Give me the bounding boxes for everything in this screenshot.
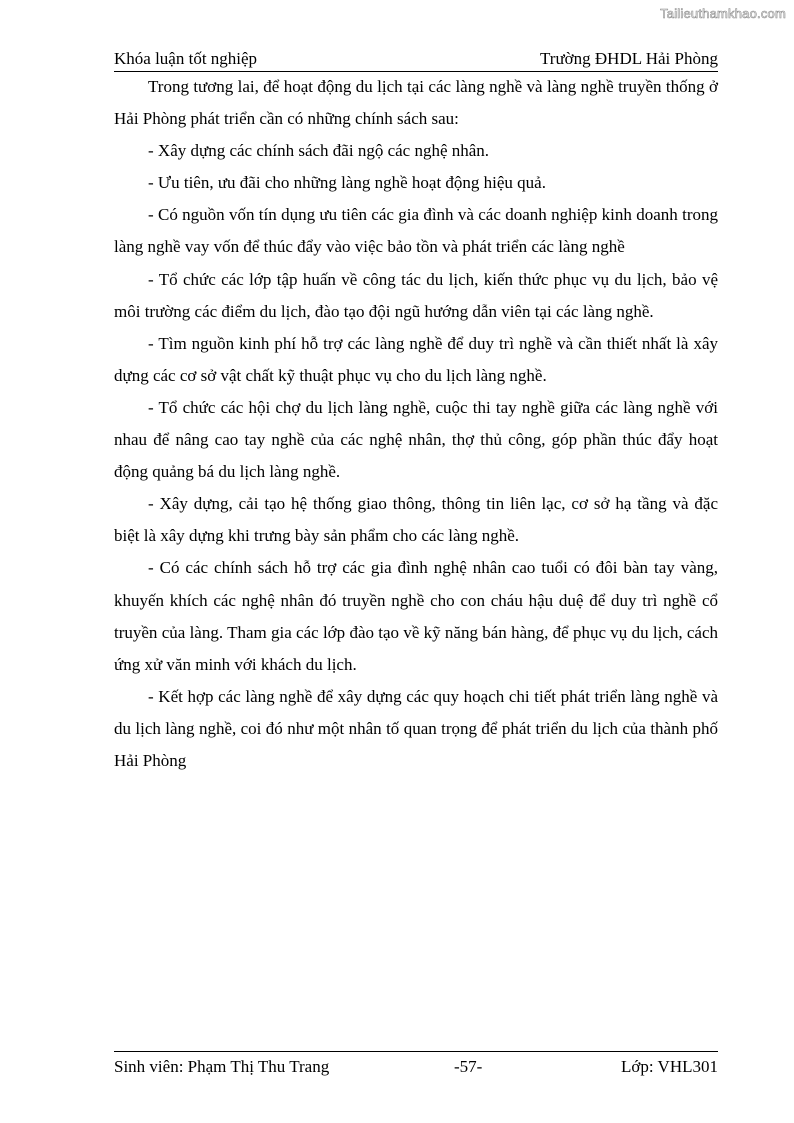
paragraph: Trong tương lai, để hoạt động du lịch tại các làng nghề và làng nghề truyền thống ở Hải Phòng phát triển cần có những chính sách sau: <box>114 77 718 129</box>
paragraph: - Tìm nguồn kinh phí hỗ trợ các làng nghề để duy trì nghề và cần thiết nhất là xây dựng các cơ sở vật chất kỹ thuật phục vụ cho du lịch làng nghề. <box>114 333 718 385</box>
page-header <box>114 49 718 72</box>
footer-student-name: Sinh viên: Phạm Thị Thu Trang <box>114 1057 330 1076</box>
paragraph: - Tổ chức các hội chợ du lịch làng nghề, cuộc thi tay nghề giữa các làng nghề với nhau để nâng cao tay nghề của các nghệ nhân, thợ thủ công, góp phần thúc đẩy hoạt động quảng bá du lịch làng nghề. <box>114 397 718 482</box>
page-footer <box>114 1051 718 1077</box>
page-number: -57- <box>454 1057 483 1076</box>
paragraph: - Tổ chức các lớp tập huấn về công tác du lịch, kiến thức phục vụ du lịch, bảo vệ môi trường các điểm du lịch, đào tạo đội ngũ hướng dẫn viên tại các làng nghề. <box>114 269 718 321</box>
footer-class: Lớp: VHL301 <box>621 1057 718 1076</box>
header-left-title: Khóa luận tốt nghiệp <box>114 49 258 68</box>
paragraph: - Xây dựng các chính sách đãi ngộ các nghệ nhân. <box>148 141 490 161</box>
paragraph: - Ưu tiên, ưu đãi cho những làng nghề hoạt động hiệu quả. <box>148 173 546 193</box>
paragraph: - Có nguồn vốn tín dụng ưu tiên các gia đình và các doanh nghiệp kinh doanh trong làng nghề vay vốn để thúc đẩy vào việc bảo tồn và phát triển các làng nghề <box>114 205 718 257</box>
paragraph: - Có các chính sách hỗ trợ các gia đình nghệ nhân cao tuổi có đôi bàn tay vàng, khuyến khích các nghệ nhân đó truyền nghề cho con cháu hậu duệ để duy trì nghề cổ truyền của làng. Tham gia các lớp đào tạo về kỹ năng bán hàng, để phục vụ du lịch, cách ứng xử văn minh với khách du lịch. <box>114 558 718 674</box>
watermark: Tailieuthamkhao.com <box>660 6 786 21</box>
paragraph: - Kết hợp các làng nghề để xây dựng các quy hoạch chi tiết phát triển làng nghề và du lịch làng nghề, coi đó như một nhân tố quan trọng để phát triển du lịch của thành phố Hải Phòng <box>114 686 718 770</box>
document-body <box>114 71 718 777</box>
paragraph: - Xây dựng, cải tạo hệ thống giao thông, thông tin liên lạc, cơ sở hạ tầng và đặc biệt là xây dựng khi trưng bày sản phẩm cho các làng nghề. <box>114 494 718 546</box>
header-right-title: Trường ĐHDL Hải Phòng <box>540 49 718 68</box>
